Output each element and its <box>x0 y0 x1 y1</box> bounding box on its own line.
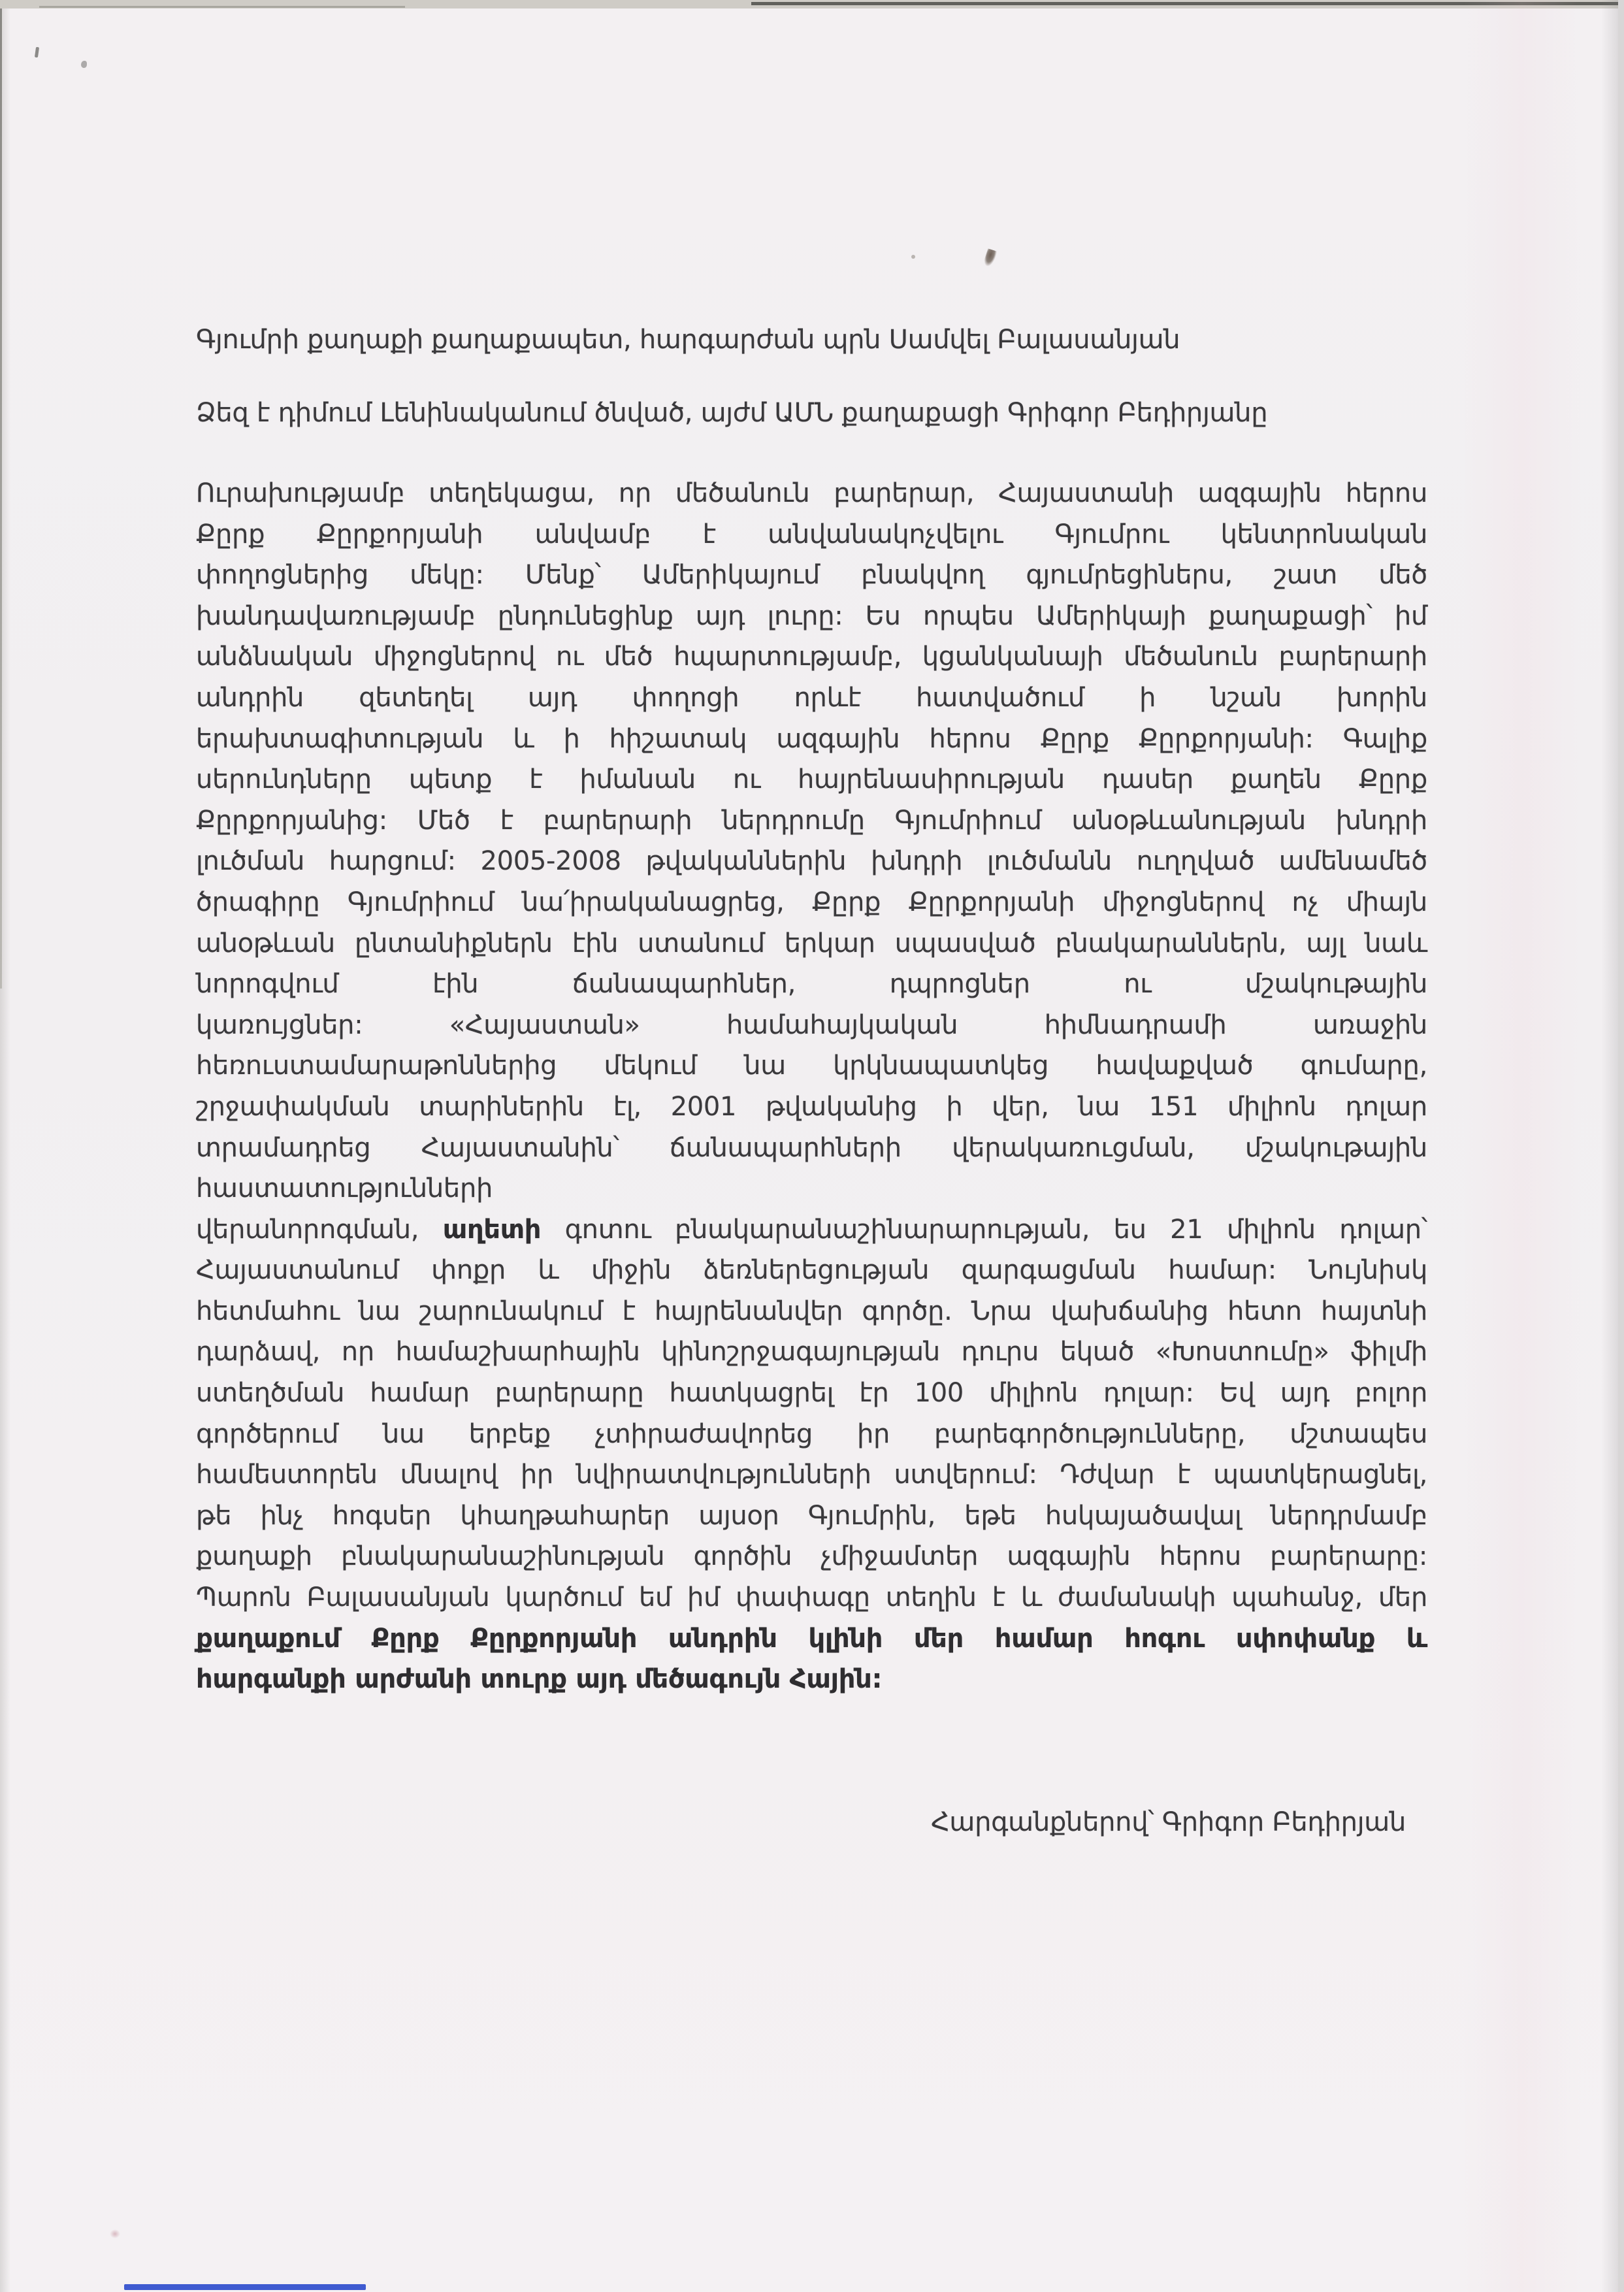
body-line: խանդավառությամբ ընդունեցինք այդ լուրը: Ես որպես Ամերիկայի քաղաքացի՝ իմ <box>196 600 1427 631</box>
signature-line: Հարգանքներով՝ Գրիգոր Բեդիրյան <box>931 1807 1406 1837</box>
body-line: ծրագիրը Գյումրիում նա՛իրականացրեց, Քըրք Քըրքորյանի միջոցներով ոչ միայն <box>196 887 1427 917</box>
body-line: կառույցներ: «Հայաստան» համահայկական հիմնադրամի առաջին <box>196 1009 1427 1040</box>
scan-pink-band <box>1463 0 1581 2292</box>
body-line: անձնական միջոցներով ու մեծ հպարտությամբ, կցանկանայի մեծանուն բարերարի <box>196 642 1427 672</box>
body-line: նորոգվում էին ճանապարհներ, դպրոցներ ու մշակութային <box>196 969 1427 1000</box>
body-line: հաստատությունների <box>196 1173 493 1204</box>
body-line: թե ինչ հոգսեր կհաղթահարեր այսօր Գյումրին, եթե հսկայածավալ ներդրմամբ <box>196 1500 1427 1531</box>
body-line: դարձավ, որ համաշխարհային կինոշրջագայության դուրս եկած «Խոստումը» ֆիլմի <box>196 1337 1427 1367</box>
bold-word: աղետի <box>442 1214 542 1245</box>
line-text: գոտու բնակարանաշինարարության, ես 21 միլիոն դոլար՝ <box>541 1214 1427 1245</box>
body-line: շրջափակման տարիներին էլ, 2001 թվականից ի վեր, նա 151 միլիոն դոլար <box>196 1091 1427 1122</box>
body-line: հետմահու նա շարունակում է հայրենանվեր գործը. Նրա վախճանից հետո հայտնի <box>196 1296 1427 1326</box>
body-line-bold: քաղաքում Քըրք Քըրքորյանի անդրին կլինի մեր համար հոգու սփոփանք և <box>196 1623 1427 1654</box>
line-text: վերանորոգման, <box>196 1214 443 1245</box>
body-line: Ուրախությամբ տեղեկացա, որ մեծանուն բարերար, Հայաստանի ազգային հերոս <box>196 478 1427 508</box>
speck-mark <box>81 61 87 68</box>
body-line: Քըրք Քըրքորյանի անվամբ է անվանակոչվելու Գյումրու կենտրոնական <box>196 519 1427 549</box>
body-line: անդրին զետեղել այդ փողոցի որևէ հատվածում ի նշան խորին <box>196 682 1427 713</box>
body-line: լուծման հարցում: 2005-2008 թվականներին խնդրի լուծմանն ուղղված ամենամեծ <box>196 846 1427 877</box>
body-line: Պարոն Բալասանյան կարծում եմ իմ փափագը տեղին է և ժամանակի պահանջ, մեր <box>196 1582 1427 1613</box>
scan-edge-line-left <box>39 6 405 8</box>
body-line: համեստորեն մնալով իր նվիրատվությունների ստվերում: Դժվար է պատկերացնել, <box>196 1460 1427 1490</box>
body-line: փողոցներից մեկը: Մենք՝ Ամերիկայում բնակվող գյումրեցիներս, շատ մեծ <box>196 560 1427 591</box>
body-line: գործերում նա երբեք չտիրաժավորեց իր բարեգործությունները, մշտապես <box>196 1418 1427 1449</box>
addressee-line: Ձեզ է դիմում Լենինականում ծնված, այժմ ԱՄՆ քաղաքացի Գրիգոր Բեդիրյանը <box>196 398 1268 428</box>
speck-mark <box>911 255 915 259</box>
smudge-mark <box>110 2229 120 2238</box>
salutation-line: Գյումրի քաղաքի քաղաքապետ, հարգարժան պրն Սամվել Բալասանյան <box>196 325 1180 355</box>
body-line: քաղաքի բնակարանաշինության գործին չմիջամտեր ազգային հերոս բարերարը: <box>196 1541 1427 1572</box>
body-line-with-bold-word <box>196 1209 1427 1251</box>
body-line: երախտագիտության և ի հիշատակ ազգային հերոս Քըրք Քըրքորյանի: Գալիք <box>196 723 1427 754</box>
body-line: Քըրքորյանից: Մեծ է բարերարի ներդրումը Գյումրիում անօթևանության խնդրի <box>196 805 1427 836</box>
letter-body <box>196 473 1427 1700</box>
paper-left-shade <box>0 8 10 2292</box>
body-line: Հայաստանում փոքր և միջին ձեռներեցության զարգացման համար: Նույնիսկ <box>196 1255 1427 1286</box>
ink-speck <box>983 248 997 267</box>
body-line: ստեղծման համար բարերարը հատկացրել էր 100 միլիոն դոլար: Եվ այդ բոլոր <box>196 1378 1427 1409</box>
paper-right-shade <box>1601 0 1618 2292</box>
body-line: տրամադրեց Հայաստանին՝ ճանապարհների վերակառուցման, մշակութային <box>196 1132 1427 1163</box>
body-line-bold: հարգանքի արժանի տուրք այդ մեծագույն Հային: <box>196 1664 883 1695</box>
paper-right-edge <box>1618 0 1624 2292</box>
bottom-blue-mark <box>124 2284 366 2290</box>
body-line: սերունդները պետք է իմանան ու հայրենասիրության դասեր քաղեն Քըրք <box>196 764 1427 795</box>
speck-mark <box>35 47 39 58</box>
body-line: անօթևան ընտանիքներն էին ստանում երկար սպասված բնակարաններն, այլ նաև <box>196 928 1427 958</box>
body-line: հեռուստամարաթոններից մեկում նա կրկնապատկեց հավաքված գումարը, <box>196 1051 1427 1081</box>
